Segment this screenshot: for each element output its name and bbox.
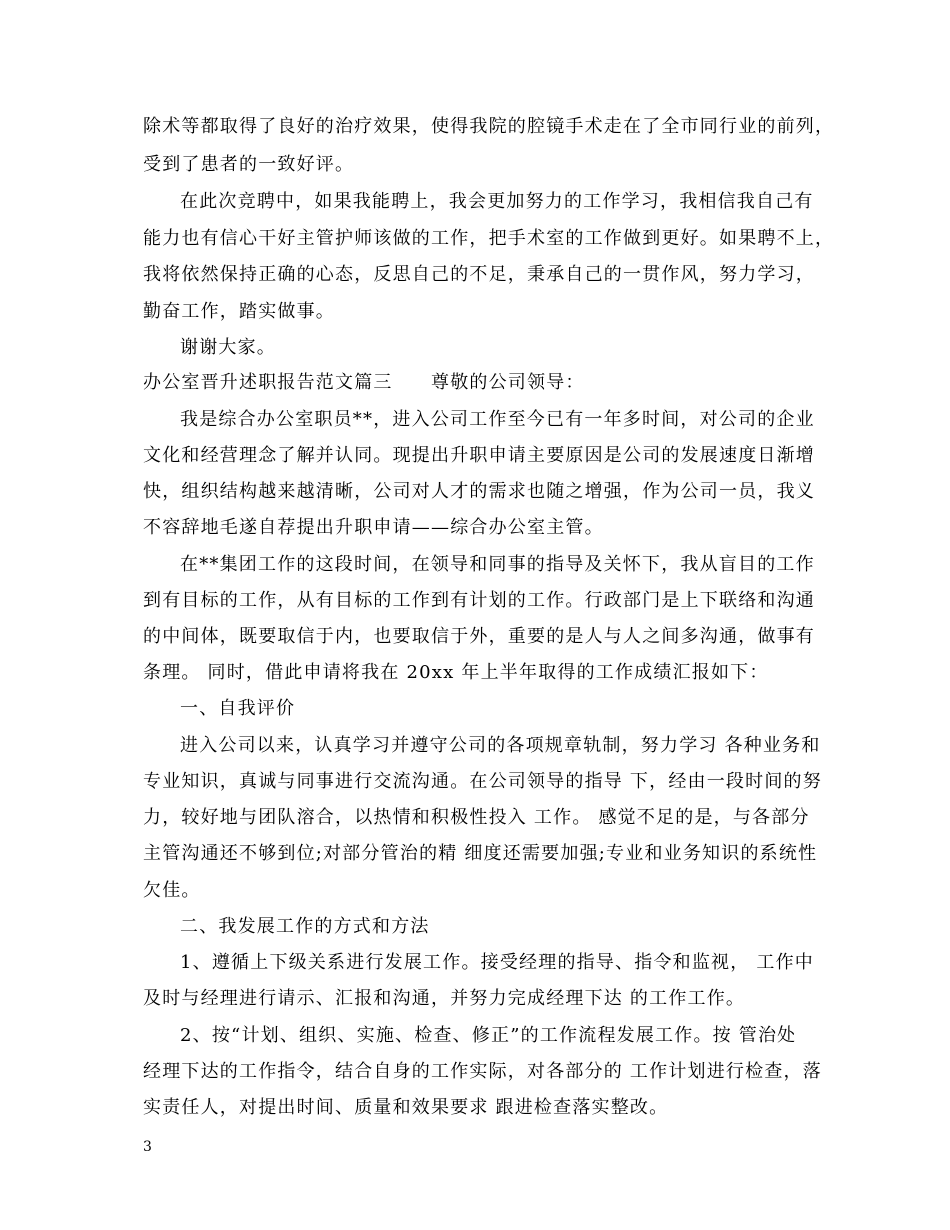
text-line: 欠佳。: [143, 880, 201, 901]
text-line: 力，较好地与团队溶合，以热情和积极性投入 工作。 感觉不足的是，与各部分: [143, 807, 810, 828]
text-line: 条理。 同时，借此申请将我在 20xx 年上半年取得的工作成绩汇报如下：: [143, 662, 769, 683]
paragraph-start: 在**集团工作的这段时间，在领导和同事的指导及关怀下，我从盲目的工作: [180, 554, 815, 575]
paragraph-start: 进入公司以来，认真学习并遵守公司的各项规章轨制，努力学习 各种业务和: [180, 735, 821, 756]
text-line: 快，组织结构越来越清晰，公司对人才的需求也随之增强，作为公司一员，我义: [143, 481, 815, 502]
text-line: 专业知识，真诚与同事进行交流沟通。在公司领导的指导 下，经由一段时间的努: [143, 771, 822, 792]
section-heading: 办公室晋升述职报告范文篇三 尊敬的公司领导：: [143, 372, 585, 393]
text-line: 我将依然保持正确的心态，反思自己的不足，秉承自己的一贯作风，努力学习，: [143, 264, 815, 285]
text-line: 的中间体，既要取信于内，也要取信于外，重要的是人与人之间多沟通，做事有: [143, 626, 815, 647]
paragraph-start: 在此次竞聘中，如果我能聘上，我会更加努力的工作学习，我相信我自己有: [180, 191, 814, 212]
page-number: 3: [143, 1139, 152, 1155]
text-line: 能力也有信心干好主管护师该做的工作，把手术室的工作做到更好。如果聘不上，: [143, 228, 835, 249]
text-line: 勤奋工作，踏实做事。: [143, 301, 335, 322]
text-line: 除术等都取得了良好的治疗效果，使得我院的腔镜手术走在了全市同行业的前列，: [143, 116, 835, 137]
paragraph-start: 2、按“计划、组织、实施、检查、修正”的工作流程发展工作。按 管治处: [180, 1025, 797, 1046]
paragraph-start: 谢谢大家。: [180, 337, 276, 358]
text-line: 文化和经营理念了解并认同。现提出升职申请主要原因是公司的发展速度日渐增: [143, 445, 815, 466]
text-line: 主管沟通还不够到位;对部分管治的精 细度还需要加强;专业和业务知识的系统性: [143, 843, 818, 864]
text-line: 受到了患者的一致好评。: [143, 154, 355, 175]
text-line: 到有目标的工作，从有目标的工作到有计划的工作。行政部门是上下联络和沟通: [143, 590, 815, 611]
text-line: 不容辞地毛遂自荐提出升职申请——综合办公室主管。: [143, 517, 604, 538]
subheading: 一、自我评价: [180, 698, 296, 719]
paragraph-start: 我是综合办公室职员**，进入公司工作至今已有一年多时间，对公司的企业: [180, 409, 815, 430]
paragraph-start: 1、遵循上下级关系进行发展工作。接受经理的指导、指令和监视， 工作中: [180, 952, 814, 973]
text-line: 实责任人，对提出时间、质量和效果要求 跟进检查落实整改。: [143, 1097, 669, 1118]
text-line: 经理下达的工作指令，结合自身的工作实际，对各部分的 工作计划进行检查，落: [143, 1061, 822, 1082]
subheading: 二、我发展工作的方式和方法: [180, 916, 430, 937]
text-line: 及时与经理进行请示、汇报和沟通，并努力完成经理下达 的工作工作。: [143, 988, 746, 1009]
